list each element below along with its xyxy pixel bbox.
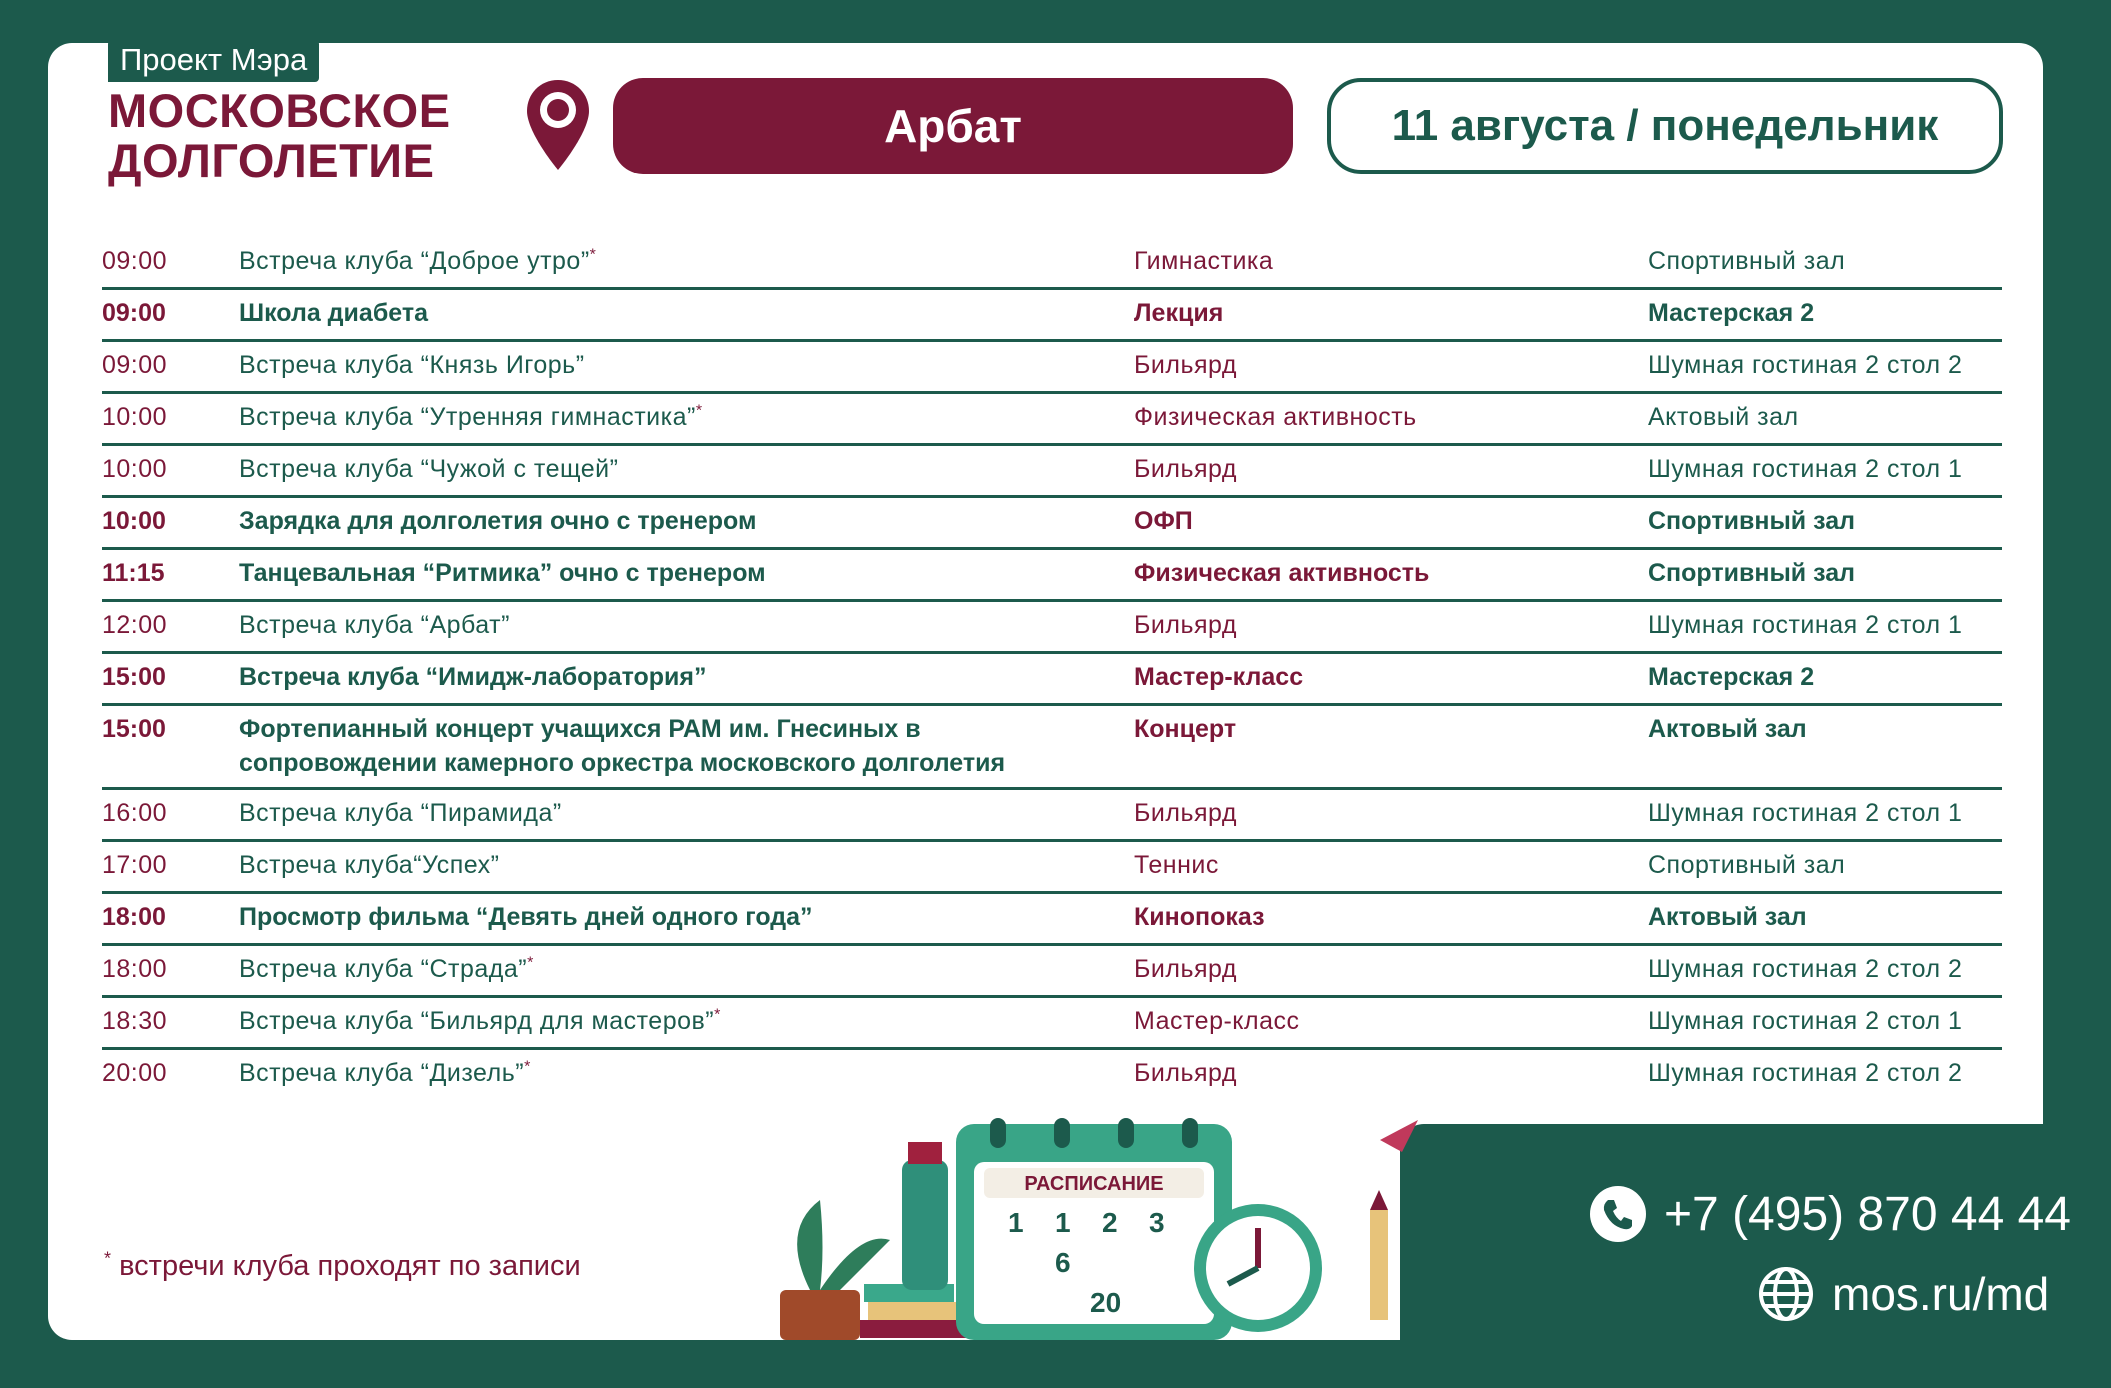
event-time: 15:00 xyxy=(102,715,166,743)
event-place: Мастерская 2 xyxy=(1648,663,1815,691)
schedule-row xyxy=(102,550,2002,602)
event-type: Физическая активность xyxy=(1134,403,1417,431)
event-title-text: Встреча клуба “Имидж-лаборатория” xyxy=(239,663,707,691)
event-type: Бильярд xyxy=(1134,955,1237,983)
event-title xyxy=(239,608,1134,642)
schedule-row xyxy=(102,842,2002,894)
event-time: 09:00 xyxy=(102,247,168,275)
logo xyxy=(108,86,451,186)
registration-star: * xyxy=(589,246,597,264)
schedule-row xyxy=(102,894,2002,946)
event-title xyxy=(239,900,1134,934)
schedule-row xyxy=(102,342,2002,394)
schedule-row xyxy=(102,290,2002,342)
event-type: ОФП xyxy=(1134,507,1193,535)
event-type: Теннис xyxy=(1134,851,1219,879)
event-title xyxy=(239,952,1134,986)
event-title-text: Встреча клуба“Успех” xyxy=(239,851,500,879)
website-contact[interactable] xyxy=(1758,1266,2049,1322)
schedule-row xyxy=(102,394,2002,446)
event-place: Актовый зал xyxy=(1648,403,1799,431)
event-time: 16:00 xyxy=(102,799,168,827)
event-time: 18:00 xyxy=(102,903,166,931)
event-time: 18:30 xyxy=(102,1007,168,1035)
event-place: Шумная гостиная 2 стол 1 xyxy=(1648,799,1963,827)
schedule-row xyxy=(102,998,2002,1050)
event-type: Мастер-класс xyxy=(1134,663,1304,691)
event-title-text: Встреча клуба “Князь Игорь” xyxy=(239,351,585,379)
event-title-text: Встреча клуба “Чужой с тещей” xyxy=(239,455,619,483)
schedule-row xyxy=(102,498,2002,550)
registration-star: * xyxy=(524,1058,531,1076)
event-time: 09:00 xyxy=(102,351,168,379)
event-place: Спортивный зал xyxy=(1648,851,1846,879)
event-title xyxy=(239,556,1134,590)
event-title xyxy=(239,400,1134,434)
event-title-text: Танцевальная “Ритмика” очно с тренером xyxy=(239,559,766,587)
event-title xyxy=(239,504,1134,538)
event-title xyxy=(239,796,1134,830)
event-title xyxy=(239,452,1134,486)
calendar-title: РАСПИСАНИЕ xyxy=(1024,1173,1164,1195)
event-time: 18:00 xyxy=(102,955,168,983)
event-title xyxy=(239,712,1134,780)
event-type: Кинопоказ xyxy=(1134,903,1265,931)
event-place: Спортивный зал xyxy=(1648,559,1855,587)
event-place: Шумная гостиная 2 стол 1 xyxy=(1648,611,1963,639)
calendar-number: 1 xyxy=(1055,1207,1071,1238)
event-time: 10:00 xyxy=(102,455,168,483)
event-type: Гимнастика xyxy=(1134,247,1274,275)
event-type: Физическая активность xyxy=(1134,559,1430,587)
registration-star: * xyxy=(695,402,703,420)
calendar-number: 20 xyxy=(1090,1287,1122,1318)
event-time: 10:00 xyxy=(102,403,168,431)
schedule-illustration xyxy=(680,1090,1440,1350)
event-title xyxy=(239,1004,1134,1038)
calendar-number: 1 xyxy=(1008,1207,1024,1238)
schedule-row xyxy=(102,238,2002,290)
registration-star: * xyxy=(527,954,534,972)
event-time: 11:15 xyxy=(102,559,165,587)
event-title-line-2: сопровождении камерного оркестра московского долголетия xyxy=(239,749,1006,777)
date-label: 11 августа / понедельник xyxy=(1327,78,2003,174)
event-title-text: Встреча клуба “Страда” xyxy=(239,955,528,983)
event-type: Концерт xyxy=(1134,715,1237,743)
event-title xyxy=(239,348,1134,382)
location-pin-icon xyxy=(525,78,591,172)
globe-icon xyxy=(1758,1266,1814,1322)
phone-number[interactable]: +7 (495) 870 44 44 xyxy=(1664,1187,2071,1241)
event-type: Бильярд xyxy=(1134,799,1237,827)
event-place: Шумная гостиная 2 стол 2 xyxy=(1648,955,1963,983)
event-title-text: Встреча клуба “Дизель” xyxy=(239,1059,525,1087)
event-title xyxy=(239,244,1134,278)
event-type: Бильярд xyxy=(1134,455,1237,483)
event-title xyxy=(239,1056,1134,1090)
event-type: Лекция xyxy=(1134,299,1224,327)
schedule-row xyxy=(102,446,2002,498)
event-title-text: Встреча клуба “Пирамида” xyxy=(239,799,562,827)
calendar-icon xyxy=(956,1118,1232,1340)
location-label: Арбат xyxy=(613,78,1293,174)
pencil-icon xyxy=(1370,1190,1388,1320)
event-place: Актовый зал xyxy=(1648,903,1807,931)
event-place: Спортивный зал xyxy=(1648,247,1846,275)
footnote xyxy=(104,1250,581,1283)
event-type: Бильярд xyxy=(1134,351,1237,379)
schedule-row xyxy=(102,790,2002,842)
calendar-number: 3 xyxy=(1149,1207,1165,1238)
footnote-text: встречи клуба проходят по записи xyxy=(119,1250,581,1282)
event-title-text: Встреча клуба “Бильярд для мастеров” xyxy=(239,1007,715,1035)
event-place: Шумная гостиная 2 стол 1 xyxy=(1648,455,1963,483)
schedule-row xyxy=(102,946,2002,998)
event-title-text: Встреча клуба “Доброе утро” xyxy=(239,247,590,275)
calendar-number: 2 xyxy=(1102,1207,1118,1238)
logo-line-1: МОСКОВСКОЕ xyxy=(108,84,451,137)
event-place: Шумная гостиная 2 стол 2 xyxy=(1648,351,1963,379)
event-type: Бильярд xyxy=(1134,1059,1237,1087)
contacts-panel xyxy=(1400,1124,2111,1388)
event-place: Шумная гостиная 2 стол 2 xyxy=(1648,1059,1963,1087)
phone-icon xyxy=(1590,1186,1646,1242)
calendar-number: 6 xyxy=(1055,1247,1071,1278)
event-title xyxy=(239,848,1134,882)
footnote-star: * xyxy=(104,1248,112,1269)
event-time: 09:00 xyxy=(102,299,166,327)
bottle-icon xyxy=(902,1142,948,1290)
event-title-text: Фортепианный концерт учащихся РАМ им. Гнесиных в xyxy=(239,715,921,743)
registration-star: * xyxy=(714,1006,721,1024)
clock-icon xyxy=(1194,1204,1322,1332)
event-title-text: Просмотр фильма “Девять дней одного года” xyxy=(239,903,813,931)
event-place: Спортивный зал xyxy=(1648,507,1855,535)
event-title xyxy=(239,296,1134,330)
books-icon xyxy=(860,1284,970,1338)
schedule-table xyxy=(102,238,2002,1102)
event-type: Мастер-класс xyxy=(1134,1007,1300,1035)
event-title xyxy=(239,660,1134,694)
website-url[interactable]: mos.ru/md xyxy=(1832,1268,2050,1320)
event-time: 15:00 xyxy=(102,663,166,691)
event-time: 12:00 xyxy=(102,611,168,639)
project-badge: Проект Мэра xyxy=(108,40,319,82)
event-place: Шумная гостиная 2 стол 1 xyxy=(1648,1007,1963,1035)
paper-plane-icon xyxy=(1380,1120,1418,1152)
event-place: Мастерская 2 xyxy=(1648,299,1815,327)
schedule-row xyxy=(102,706,2002,790)
event-time: 17:00 xyxy=(102,851,168,879)
event-type: Бильярд xyxy=(1134,611,1237,639)
event-place: Актовый зал xyxy=(1648,715,1807,743)
event-title-text: Зарядка для долголетия очно с тренером xyxy=(239,507,757,535)
event-title-text: Школа диабета xyxy=(239,299,428,327)
event-time: 10:00 xyxy=(102,507,166,535)
logo-line-2: ДОЛГОЛЕТИЕ xyxy=(108,134,435,187)
event-time: 20:00 xyxy=(102,1059,168,1087)
event-title-text: Встреча клуба “Арбат” xyxy=(239,611,510,639)
phone-contact[interactable] xyxy=(1590,1186,2071,1242)
schedule-row xyxy=(102,602,2002,654)
event-title-text: Встреча клуба “Утренняя гимнастика” xyxy=(239,403,696,431)
schedule-row xyxy=(102,654,2002,706)
